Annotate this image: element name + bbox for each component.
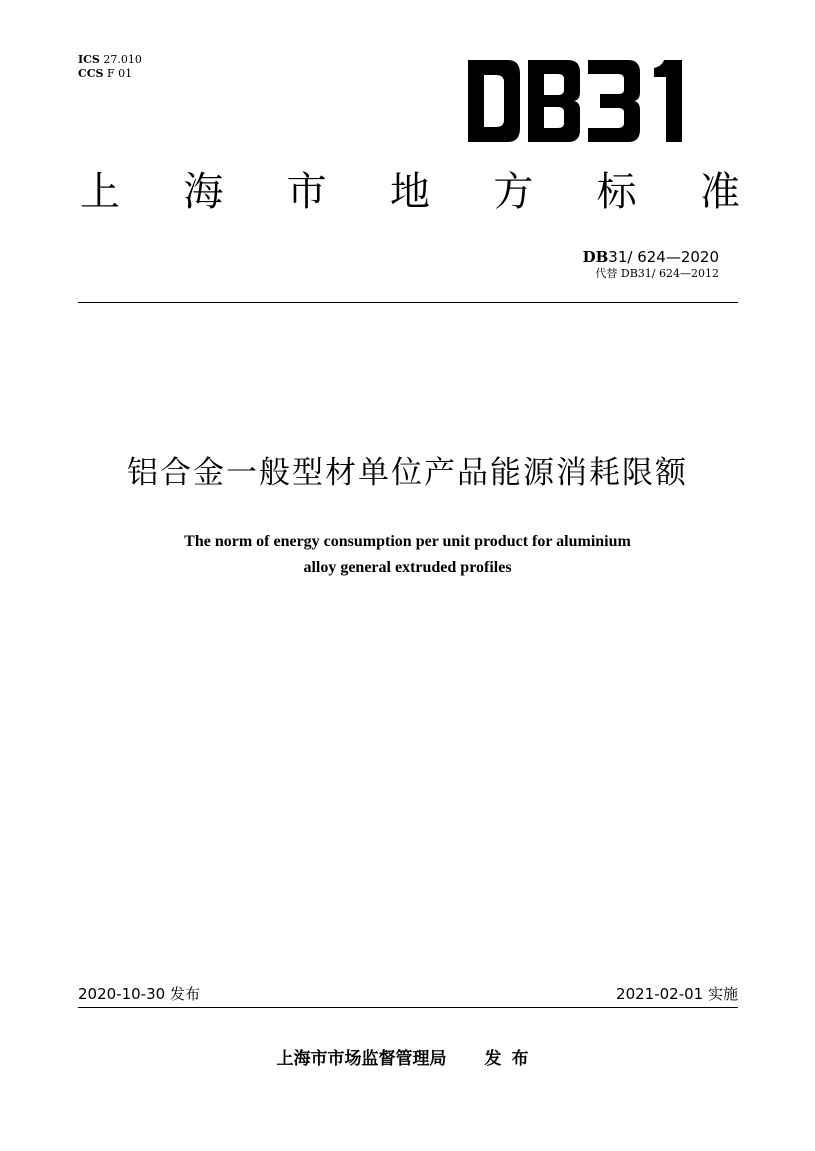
standard-type-char: 方 bbox=[493, 169, 534, 215]
standard-type-char: 市 bbox=[286, 169, 327, 215]
standard-number-prefix: DB bbox=[582, 248, 609, 266]
dates-row bbox=[78, 984, 738, 1004]
ics-label: ICS bbox=[78, 53, 100, 66]
standard-type-char: 上 bbox=[80, 169, 120, 215]
document-title-cn: 铝合金一般型材单位产品能源消耗限额 bbox=[127, 455, 688, 491]
ics-code bbox=[78, 53, 142, 67]
ccs-value: F 01 bbox=[106, 67, 133, 80]
standard-number-rest: 31/ 624—2020 bbox=[608, 248, 719, 266]
standard-type-char: 准 bbox=[699, 169, 740, 215]
document-title-en-line: The norm of energy consumption per unit product for aluminium bbox=[184, 533, 631, 550]
standard-type-char: 地 bbox=[389, 169, 430, 215]
ics-value: 27.010 bbox=[103, 53, 142, 66]
standard-type-char: 海 bbox=[183, 169, 224, 215]
ccs-label: CCS bbox=[78, 67, 104, 80]
header-divider bbox=[78, 302, 738, 303]
document-title-en-line: alloy general extruded profiles bbox=[303, 559, 512, 576]
ccs-code bbox=[78, 67, 142, 81]
standard-type-char: 标 bbox=[596, 169, 637, 215]
standard-type-title bbox=[80, 168, 740, 216]
replaces-standard: 代替 DB31/ 624—2012 bbox=[595, 267, 719, 280]
classification-codes bbox=[78, 53, 142, 81]
db31-logo bbox=[468, 60, 694, 142]
standard-number-block bbox=[583, 248, 719, 281]
document-title-en bbox=[0, 529, 815, 581]
footer-divider bbox=[78, 1007, 738, 1008]
implementation-date: 2021-02-01 实施 bbox=[616, 985, 738, 1003]
standard-number bbox=[583, 248, 719, 267]
publisher-name: 上海市市场监督管理局 bbox=[276, 1049, 447, 1069]
publish-action: 发布 bbox=[484, 1049, 539, 1069]
issue-date: 2020-10-30 发布 bbox=[78, 985, 200, 1003]
publisher-line bbox=[0, 1048, 815, 1070]
